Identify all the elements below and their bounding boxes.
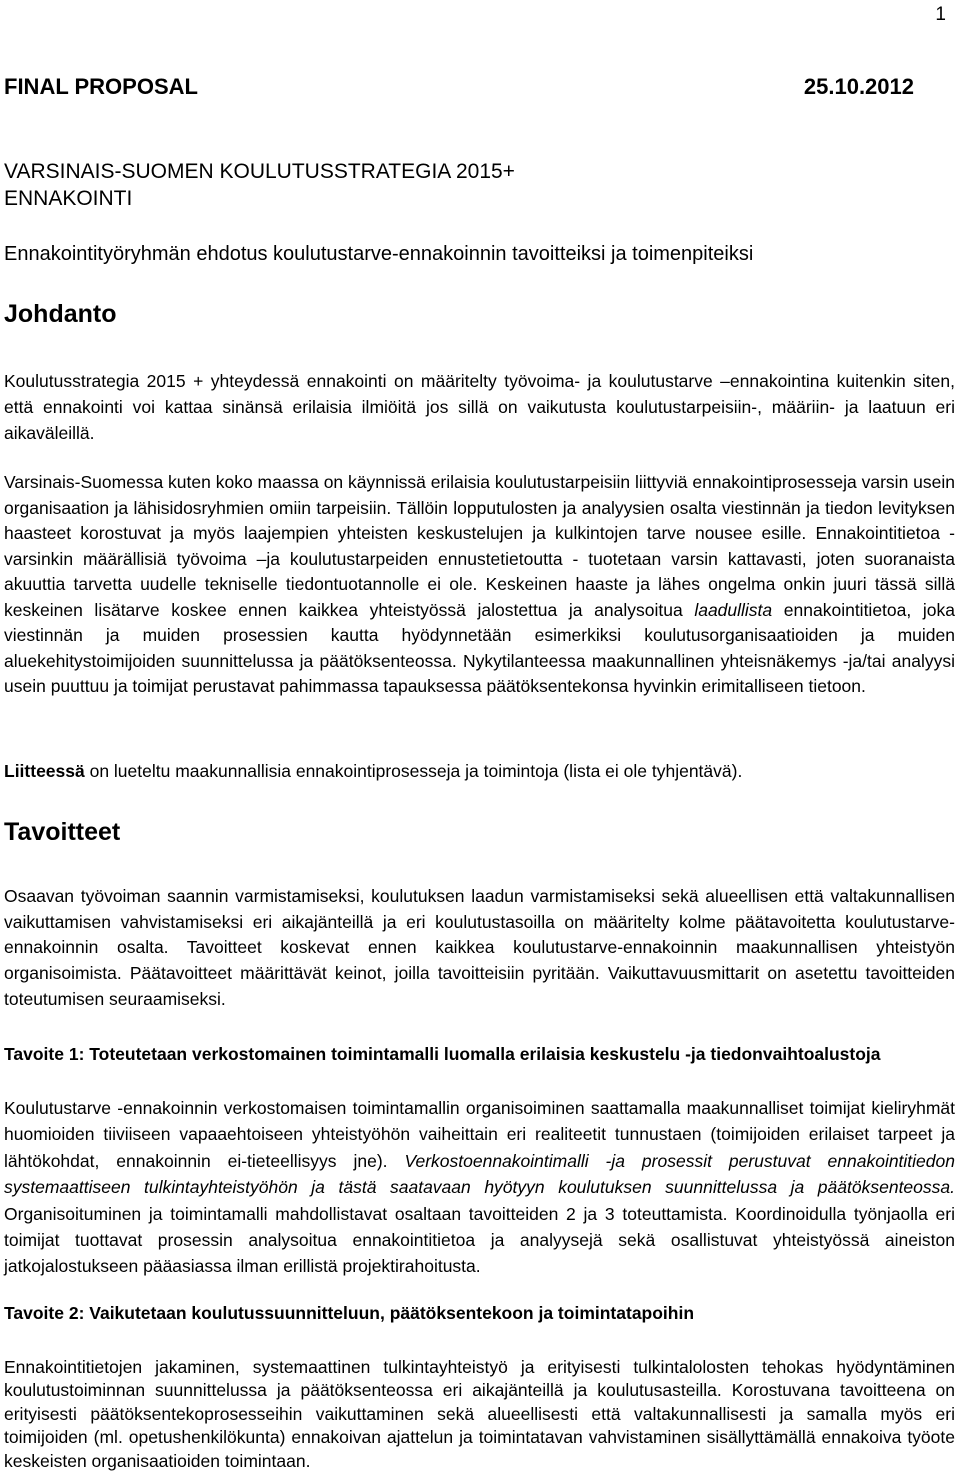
johdanto-paragraph-3 [4, 758, 955, 784]
title-line-1: VARSINAIS-SUOMEN KOULUTUSSTRATEGIA 2015+ [4, 160, 515, 183]
document-title [4, 158, 515, 212]
document-header [4, 74, 914, 100]
heading-johdanto: Johdanto [4, 300, 117, 328]
tavoite-1-text-b: Organisoituminen ja toimintamalli mahdollistavat osaltaan tavoitteiden 2 ja 3 toteuttamista. Koordinoidulla työnjaolla eri toimijat tuottavat prosessin analysoitua ennakointitietoa ja analyysejä sekä osallistuvat yhteistyössä aineiston jatkojalostukseen pääasiassa ilman erillistä projektirahoitusta. [4, 1203, 955, 1277]
proposal-date: 25.10.2012 [803, 74, 914, 99]
tavoitteet-paragraph: Osaavan työvoiman saannin varmistamiseksi, koulutuksen laadun varmistamiseksi sekä alueellisen että valtakunnallisen vaikuttamisen vahvistamiseksi eri aikajänteillä ja eri koulutustasoilla on määritelty kolme päätavoitetta koulutustarve-ennakoinnin osalta. Tavoitteet koskevat ennen kaikkea koulutustarve-ennakoinnin maakunnallisen yhteistyön organisoimista. Päätavoitteet määrittävät keinot, joilla tavoitteisiin pyritään. Vaikuttavuusmittarit on asetettu tavoitteiden toteutumisen seuraamiseksi. [4, 886, 955, 1009]
heading-tavoite-1: Tavoite 1: Toteutetaan verkostomainen toimintamalli luomalla erilaisia keskustelu -ja tiedonvaihtoalustoja [4, 1044, 881, 1064]
tavoite-1-paragraph [4, 1095, 955, 1280]
tavoite-1-text-a: Koulutustarve -ennakoinnin verkostomaisen toimintamallin organisoiminen saattamalla maakunnalliset toimijat kieliryhmät huomioiden tiiviiseen vapaaehtoiseen yhteistyöhön vaiheittain eri realiteetit tunnustaen (toimijoiden erilaiset tarpeet ja lähtökohdat, ennakoinnin ei-tieteellisyys jne). [4, 1098, 955, 1171]
page-number: 1 [935, 4, 946, 25]
proposal-label: FINAL PROPOSAL [4, 74, 198, 99]
tavoite-1-emphasis: Verkostoennakointimalli -ja prosessit perustuvat ennakointitiedon systemaattiseen tulkintayhteistyöhön ja tästä saatavaan hyötyyn koulutuksen suunnittelussa ja päätöksenteossa. [4, 1150, 955, 1198]
heading-tavoitteet: Tavoitteet [4, 818, 121, 846]
heading-tavoite-2: Tavoite 2: Vaikutetaan koulutussuunnitteluun, päätöksentekoon ja toimintatapoihin [4, 1303, 695, 1323]
johdanto-p3-text: on lueteltu maakunnallisia ennakointiprosesseja ja toimintoja (lista ei ole tyhjentävä). [84, 761, 743, 781]
liitteessa-bold: Liitteessä [4, 761, 85, 781]
johdanto-p2-emphasis: laadullista [694, 599, 773, 620]
johdanto-p2-text-b: ennakointitietoa, joka viestinnän ja muiden prosessien kautta hyödynnetään esimerkiksi koulutusorganisaatioiden ja muiden aluekehitystoimijoiden suunnittelussa ja päätöksenteossa. Nykytilanteessa maakunnallinen yhteisnäkemys -ja/tai analyysi usein puuttuu ja toimijat perustavat pahimmassa tapauksessa päätöksentekonsa hyvinkin erimitalliseen tietoon. [4, 599, 955, 696]
tavoite-2-paragraph: Ennakointitietojen jakaminen, systemaattinen tulkintayhteistyö ja erityisesti tulkintalolosten tehokas hyödyntäminen koulutustoiminnan suunnittelussa ja päätöksenteossa eri aikajänteillä ja koulutusasteilla. Korostuvana tavoitteena on erityisesti päätöksentekoprosesseihin vaikuttaminen sekä alueellisesti että valtakunnallisesti ja samalla myös eri toimijoiden (ml. opetushenkilökunta) ennakoivan ajattelun ja toimintatavan vahvistaminen sisällyttämällä ennakoiva työote keskeisten organisaatioiden toimintaan. [4, 1357, 955, 1471]
title-line-2: ENNAKOINTI [4, 187, 133, 210]
document-subtitle: Ennakointityöryhmän ehdotus koulutustarve-ennakoinnin tavoitteiksi ja toimenpiteiksi [4, 243, 754, 265]
johdanto-p2-text-a: Varsinais-Suomessa kuten koko maassa on käynnissä erilaisia koulutustarpeisiin liittyviä ennakointiprosesseja varsin usein organisaation ja lähisidosryhmien omiin tarpeisiin. Tällöin lopputulosten ja analyysien osalta viestinnän ja tiedon levityksen haasteet korostuvat ja myös laajempien yhteisten keskustelujen ja kulkintojen tarve nousee esille. Ennakointitietoa - varsinkin määrällisiä työvoima –ja koulutustarpeiden ennustetietoutta - tuotetaan varsin kattavasti, joten suoranaista akuuttia tarvetta uudelle tekniselle tiedontuotannolle ei ole. Keskeinen haaste ja lähes ongelma onkin juuri tässä sillä keskeinen lisätarve koskee ennen kaikkea yhteistyössä jalostettua ja analysoitua [4, 472, 955, 620]
johdanto-paragraph-1: Koulutusstrategia 2015 + yhteydessä ennakointi on määritelty työvoima- ja koulutustarve –ennakointina kuitenkin siten, että ennakointi voi kattaa sinänsä erilaisia ilmiöitä jos sillä on vaikutusta koulutustarpeisiin-, määriin- ja laatuun eri aikaväleillä. [4, 371, 955, 443]
johdanto-paragraph-2 [4, 470, 955, 700]
